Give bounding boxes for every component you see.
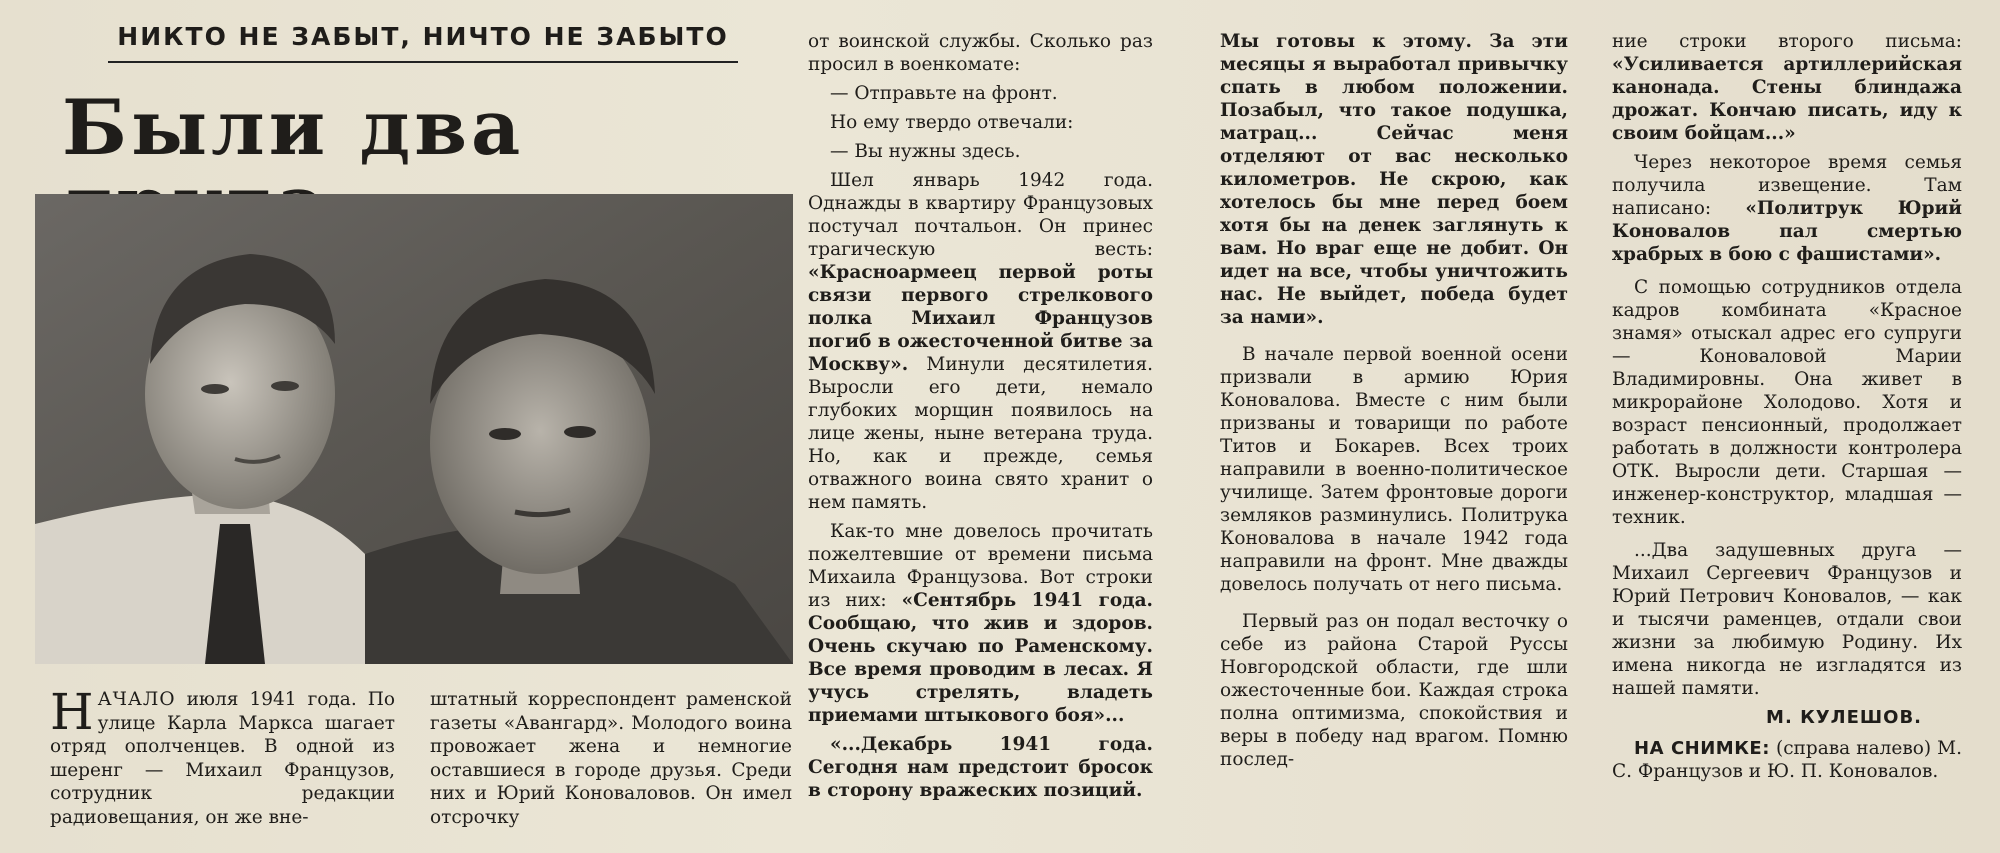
text-column-2 — [1220, 30, 1568, 777]
caption-text: (справа налево) М. С. Французов и Ю. П. Коновалов. — [1612, 738, 1962, 782]
paragraph: В начале первой военной осени призвали в армию Юрия Коновалова. Вместе с ним были призваны и товарищи по работе Титов и Бокарев. Всех троих направили в военно-политическое училище. Затем фронтовые дороги земляков разминулись. Политрука Коновалова в начале 1942 года направили на фронт. Мне дважды довелось получать от него письма. — [1220, 344, 1568, 595]
paragraph: С помощью сотрудников отдела кадров комбината «Красное знамя» отыскал адрес его супруги — Коноваловой Марии Владимировны. Она живет в микрорайоне Холодово. Хотя и возраст пенсионный, продолжает работать в должности контролера ОТК. Выросли дети. Старшая — инженер-конструктор, младшая — техник. — [1612, 277, 1962, 528]
paragraph: Но ему твердо отвечали: — [830, 112, 1074, 133]
quote-text: «Политрук Юрий Коновалов пал смертью храбрых в бою с фашистами». — [1612, 198, 1962, 265]
paragraph — [808, 520, 1153, 727]
paragraph — [1612, 151, 1962, 266]
photo-caption — [1612, 737, 1962, 783]
paragraph — [808, 733, 1153, 802]
intro-column-1 — [50, 683, 395, 829]
paragraph — [1612, 30, 1962, 145]
article-headline: Были два — [62, 83, 525, 172]
intro-paragraph-2: штатный корреспондент раменской газеты «Авангард». Молодого воина провожает жена и немногие оставшиеся в городе друзья. Среди них и Юрий Коноваловов. Он имел отсрочку — [430, 689, 792, 828]
paragraph: — Вы нужны здесь. — [830, 141, 1021, 162]
paragraph: — Отправьте на фронт. — [830, 83, 1058, 104]
rubric-heading: НИКТО НЕ ЗАБЫТ, НИЧТО НЕ ЗАБЫТО — [108, 22, 738, 63]
quote-text: «...Декабрь 1941 года. Сегодня нам предстоит бросок в сторону вражеских позиций. — [808, 734, 1153, 801]
text-column-1 — [808, 30, 1153, 808]
two-men-portrait-photo-icon — [35, 194, 793, 664]
paragraph-text: Шел январь 1942 года. Однажды в квартиру Французовых постучал почтальон. Он принес трагическую весть: — [808, 170, 1153, 260]
paragraph: Первый раз он подал весточку о себе из района Старой Руссы Новгородской области, где шли ожесточенные бои. Каждая строка полна оптимизма, спокойствия и веры в победу над врагом. Помню послед- — [1220, 611, 1568, 770]
paragraph — [1220, 30, 1568, 329]
intro-paragraph-1: июля 1941 года. По улице Карла Маркса шагает отряд ополченцев. В одной из шеренг — Михаил Французов, сотрудник редакции радиовещания, он же вне- — [50, 689, 395, 828]
quote-text: «Сентябрь 1941 года. Сообщаю, что жив и здоров. Очень скучаю по Раменскому. Все время проводим в лесах. Я учусь стрелять, владеть приемами штыкового боя»... — [808, 590, 1153, 726]
text-column-3 — [1612, 30, 1962, 789]
paragraph-text: Через некоторое время семья получила извещение. Там написано: — [1612, 152, 1962, 219]
paragraph: ...Два задушевных друга — Михаил Сергеевич Французов и Юрий Петрович Коновалов, — как и тысячи раменцев, отдали свои жизни за любимую Родину. Их имена никогда не изгладятся из нашей памяти. — [1612, 540, 1962, 699]
paragraph-text: Минули десятилетия. Выросли его дети, немало глубоких морщин появилось на лице жены, ныне ветерана труда. Но, как и прежде, семья отважного воина свято хранит о нем память. — [808, 354, 1153, 513]
intro-column-2 — [430, 688, 792, 829]
quote-text: «Усиливается артиллерийская канонада. Стены блиндажа дрожат. Кончаю писать, иду к своим бойцам...» — [1612, 54, 1962, 144]
dropcap-letter: Н — [50, 683, 94, 741]
article-photo — [35, 194, 793, 664]
caption-label: НА СНИМКЕ: — [1634, 738, 1770, 759]
paragraph: от воинской службы. Сколько раз просил в военкомате: — [808, 31, 1153, 75]
paragraph — [808, 169, 1153, 514]
quote-text: Мы готовы к этому. За эти месяцы я выработал привычку спать в любом положении. Позабыл, что такое подушка, матрац... Сейчас меня отделяют от вас несколько километров. Не скрою, как хотелось бы мне перед боем хотя бы на денек заглянуть к вам. Но враг еще не добит. Он идет на все, чтобы уничтожить нас. Не выйдет, победа будет за нами». — [1220, 31, 1568, 328]
intro-caps-word: АЧАЛО — [97, 689, 176, 710]
quote-text: «Красноармеец первой роты связи первого стрелкового полка Михаил Французов погиб в ожесточенной битве за Москву». — [808, 262, 1153, 375]
paragraph-text: ние строки второго письма: — [1612, 31, 1962, 52]
author-signature: М. КУЛЕШОВ. — [1766, 707, 1922, 728]
paragraph-text: Как-то мне довелось прочитать пожелтевшие от времени письма Михаила Французова. Вот строки из них: — [808, 521, 1153, 611]
